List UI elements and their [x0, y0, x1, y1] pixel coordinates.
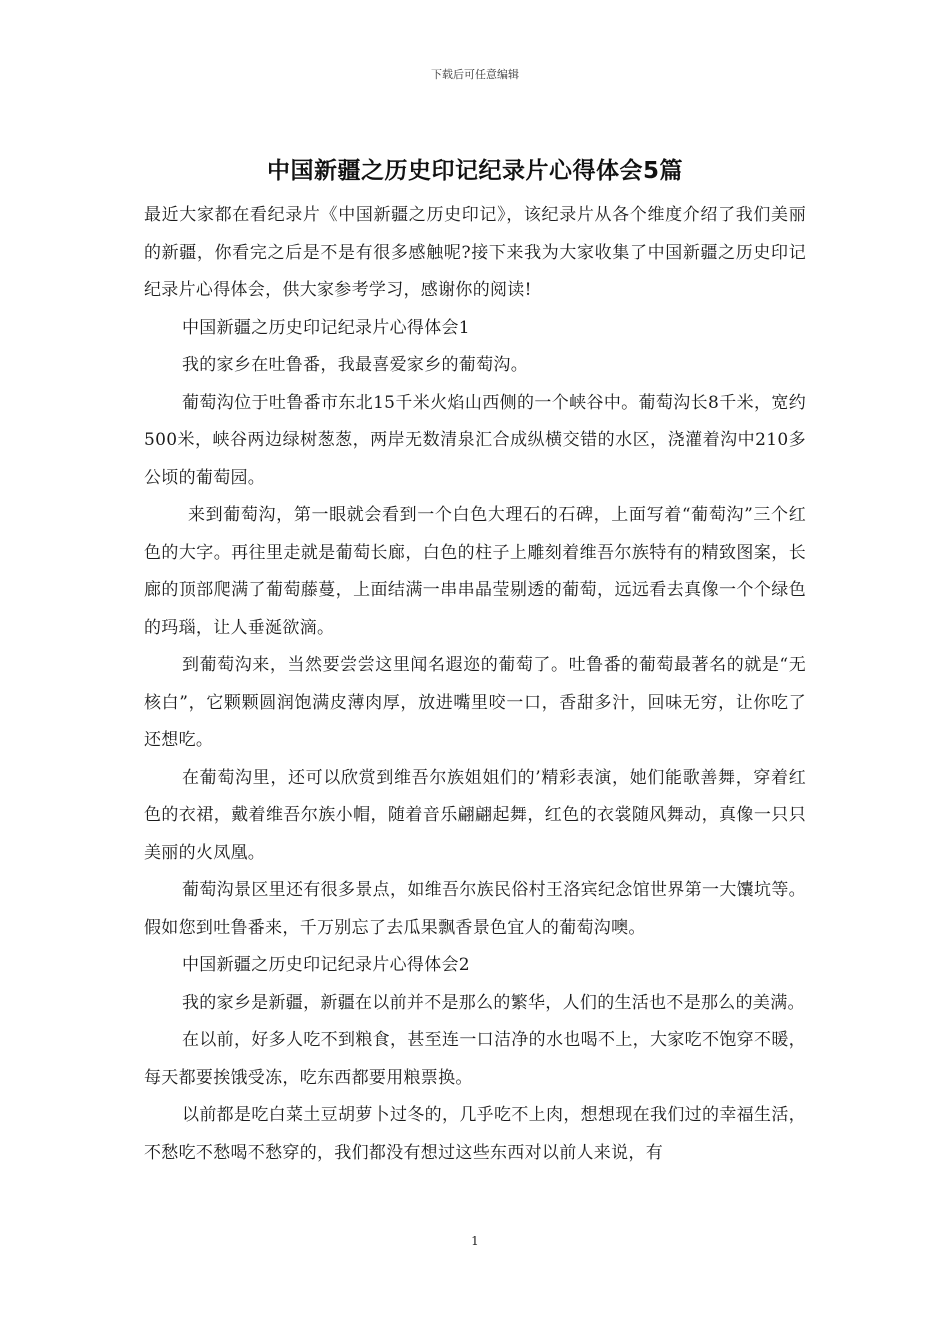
body-paragraph: 以前都是吃白菜土豆胡萝卜过冬的，几乎吃不上肉，想想现在我们过的幸福生活，不愁吃不愁喝不愁穿的，我们都没有想过这些东西对以前人来说，有 — [144, 1105, 806, 1163]
body-paragraph: 到葡萄沟来，当然要尝尝这里闻名遐迩的葡萄了。吐鲁番的葡萄最著名的就是“无核白”，它颗颗圆润饱满皮薄肉厚，放进嘴里咬一口，香甜多汁，回味无穷，让你吃了还想吃。 — [144, 655, 806, 750]
document-body — [144, 197, 806, 1172]
body-paragraph: 我的家乡是新疆，新疆在以前并不是那么的繁华，人们的生活也不是那么的美满。 — [182, 992, 805, 1013]
body-paragraph: 来到葡萄沟，第一眼就会看到一个白色大理石的石碑，上面写着“葡萄沟”三个红色的大字。再往里走就是葡萄长廊，白色的柱子上雕刻着维吾尔族特有的精致图案，长廊的顶部爬满了葡萄藤蔓，上面结满一串串晶莹剔透的葡萄，远远看去真像一个个绿色的玛瑙，让人垂涎欲滴。 — [144, 505, 806, 638]
intro-paragraph: 最近大家都在看纪录片《中国新疆之历史印记》，该纪录片从各个维度介绍了我们美丽的新疆，你看完之后是不是有很多感触呢?接下来我为大家收集了中国新疆之历史印记纪录片心得体会，供大家参考学习，感谢你的阅读! — [144, 205, 806, 300]
body-paragraph: 葡萄沟位于吐鲁番市东北15千米火焰山西侧的一个峡谷中。葡萄沟长8千米，宽约500米，峡谷两边绿树葱葱，两岸无数清泉汇合成纵横交错的水区，浇灌着沟中210多公顷的葡萄园。 — [144, 392, 806, 488]
section-heading-2: 中国新疆之历史印记纪录片心得体会2 — [182, 955, 470, 975]
body-paragraph: 葡萄沟景区里还有很多景点，如维吾尔族民俗村王洛宾纪念馆世界第一大馕坑等。假如您到吐鲁番来，千万别忘了去瓜果飘香景色宜人的葡萄沟噢。 — [144, 880, 806, 938]
body-paragraph: 在以前，好多人吃不到粮食，甚至连一口洁净的水也喝不上，大家吃不饱穿不暖，每天都要挨饿受冻，吃东西都要用粮票换。 — [144, 1030, 806, 1088]
body-paragraph: 在葡萄沟里，还可以欣赏到维吾尔族姐姐们的’精彩表演，她们能歌善舞，穿着红色的衣裙，戴着维吾尔族小帽，随着音乐翩翩起舞，红色的衣裳随风舞动，真像一只只美丽的火凤凰。 — [144, 767, 806, 863]
header-note: 下载后可任意编辑 — [431, 68, 519, 81]
document-title: 中国新疆之历史印记纪录片心得体会5篇 — [266, 158, 683, 184]
section-heading-1: 中国新疆之历史印记纪录片心得体会1 — [182, 317, 470, 338]
page-number: 1 — [471, 1234, 479, 1248]
body-paragraph: 我的家乡在吐鲁番，我最喜爱家乡的葡萄沟。 — [182, 355, 528, 375]
